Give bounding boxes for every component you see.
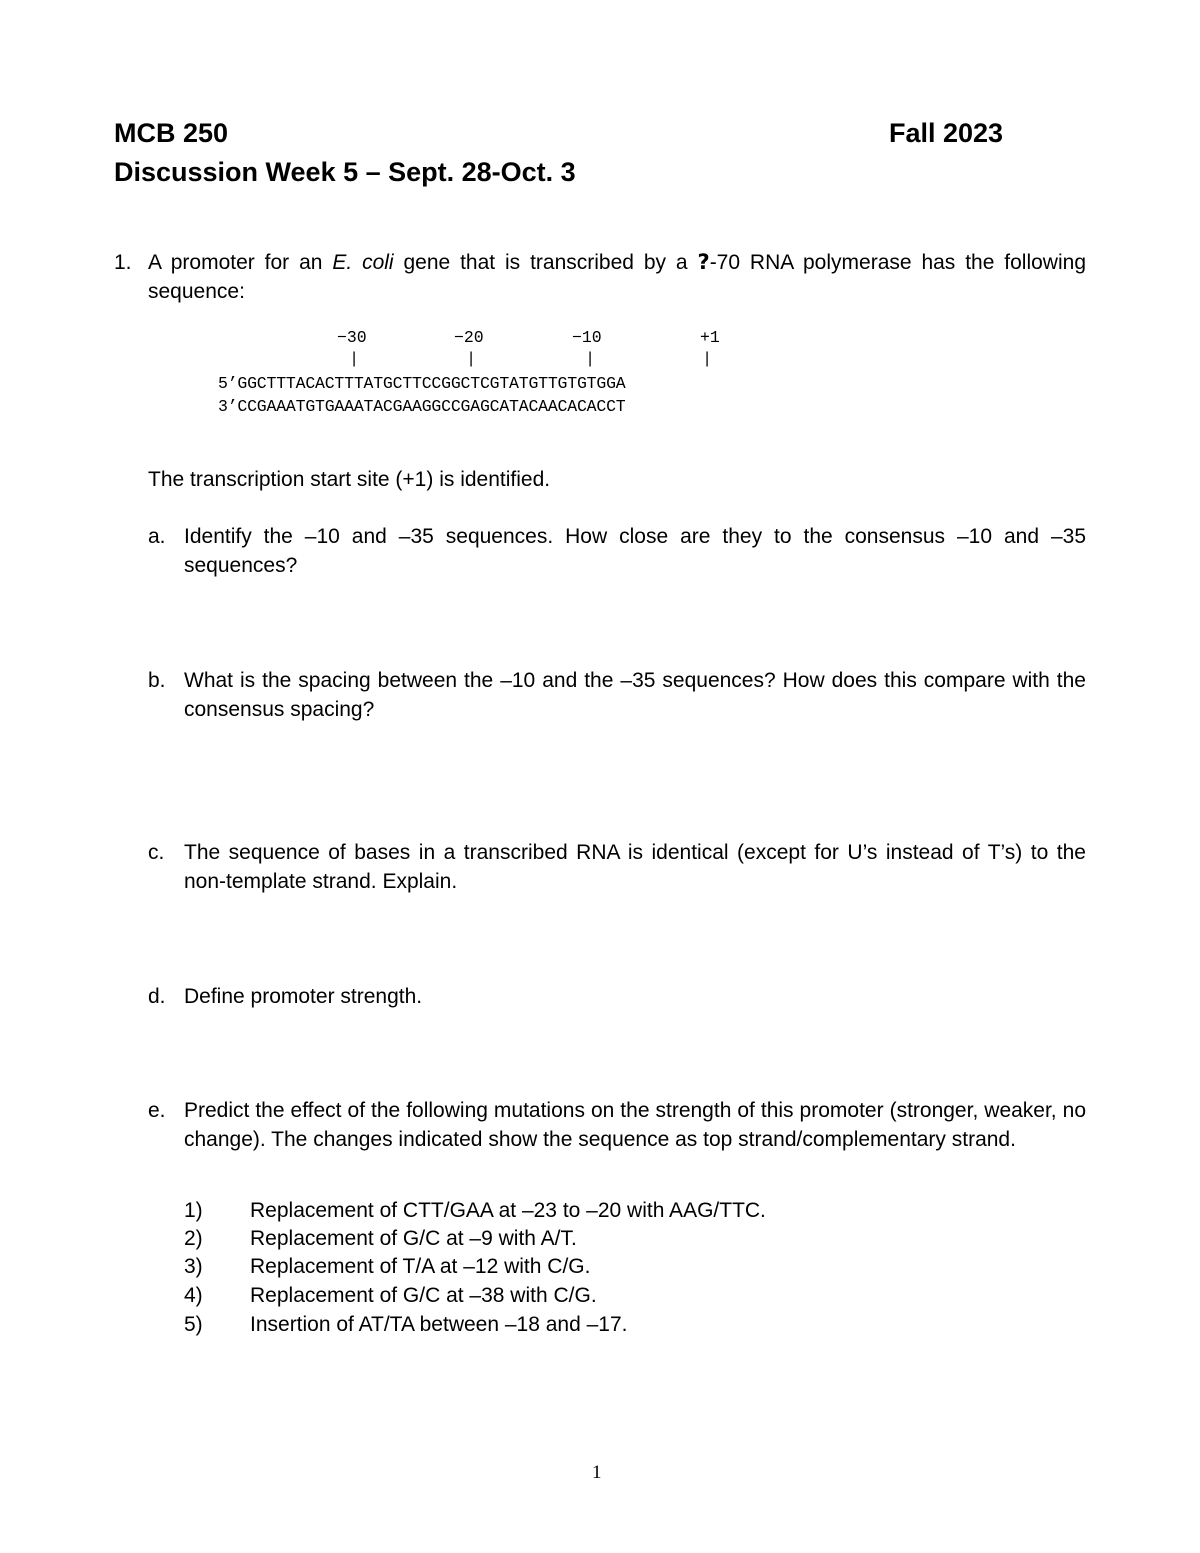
mutation-text: Replacement of T/A at –12 with C/G.	[250, 1255, 591, 1278]
part-e-text: Predict the effect of the following mutations on the strength of this promoter (stronger, weaker, no change). The changes indicated show the sequence as top strand/complementary strand.	[184, 1099, 1086, 1151]
top-strand: 5’GGCTTTACACTTTATGCTTCCGGCTCGTATGTTGTGTGGA	[218, 374, 626, 393]
mutation-number: 2)	[184, 1227, 203, 1250]
bottom-strand: 3’CCGAAATGTGAAATACGAAGGCCGAGCATACAACACACCT	[218, 397, 626, 416]
mutation-text: Replacement of G/C at –38 with C/G.	[250, 1284, 597, 1307]
position-label: −10	[572, 328, 602, 347]
intro-text: A promoter for an	[148, 251, 333, 274]
page-number: 1	[592, 1462, 602, 1483]
mutation-number: 5)	[184, 1313, 203, 1336]
sigma-glyph: ?	[697, 250, 710, 274]
position-tick: |	[352, 350, 357, 367]
part-a-text: Identify the –10 and –35 sequences. How close are they to the consensus –10 and –35 sequences?	[184, 525, 1086, 577]
part-letter: d.	[148, 985, 166, 1008]
organism-name: E. coli	[332, 251, 394, 274]
term-label: Fall 2023	[889, 118, 1004, 148]
part-letter: b.	[148, 669, 166, 692]
part-letter: e.	[148, 1099, 166, 1122]
mutation-number: 4)	[184, 1284, 203, 1307]
position-label: −20	[454, 328, 484, 347]
intro-text: -70 RNA polymerase has the following sequence:	[148, 251, 1087, 303]
course-title: MCB 250	[114, 118, 229, 148]
position-label: −30	[337, 328, 367, 347]
intro-text: gene that is transcribed by a	[393, 251, 698, 274]
part-letter: c.	[148, 841, 165, 864]
mutation-text: Replacement of CTT/GAA at –23 to –20 with AAG/TTC.	[250, 1199, 766, 1222]
position-tick: |	[588, 350, 593, 367]
part-c-text: The sequence of bases in a transcribed RNA is identical (except for U’s instead of T’s) to the non-template strand. Explain.	[184, 841, 1086, 893]
mutation-text: Replacement of G/C at –9 with A/T.	[250, 1227, 577, 1250]
mutation-number: 3)	[184, 1255, 203, 1278]
part-d-text: Define promoter strength.	[184, 985, 423, 1008]
start-site-note: The transcription start site (+1) is identified.	[148, 468, 551, 491]
question-number: 1.	[114, 251, 132, 274]
mutation-number: 1)	[184, 1199, 203, 1222]
position-tick: |	[705, 350, 710, 367]
page-subtitle: Discussion Week 5 – Sept. 28-Oct. 3	[114, 157, 576, 187]
position-label: +1	[700, 328, 720, 347]
mutation-text: Insertion of AT/TA between –18 and –17.	[250, 1313, 628, 1336]
position-tick: |	[469, 350, 474, 367]
question-intro	[148, 248, 1086, 306]
part-letter: a.	[148, 525, 166, 548]
part-b-text: What is the spacing between the –10 and the –35 sequences? How does this compare with the consensus spacing?	[184, 669, 1086, 721]
